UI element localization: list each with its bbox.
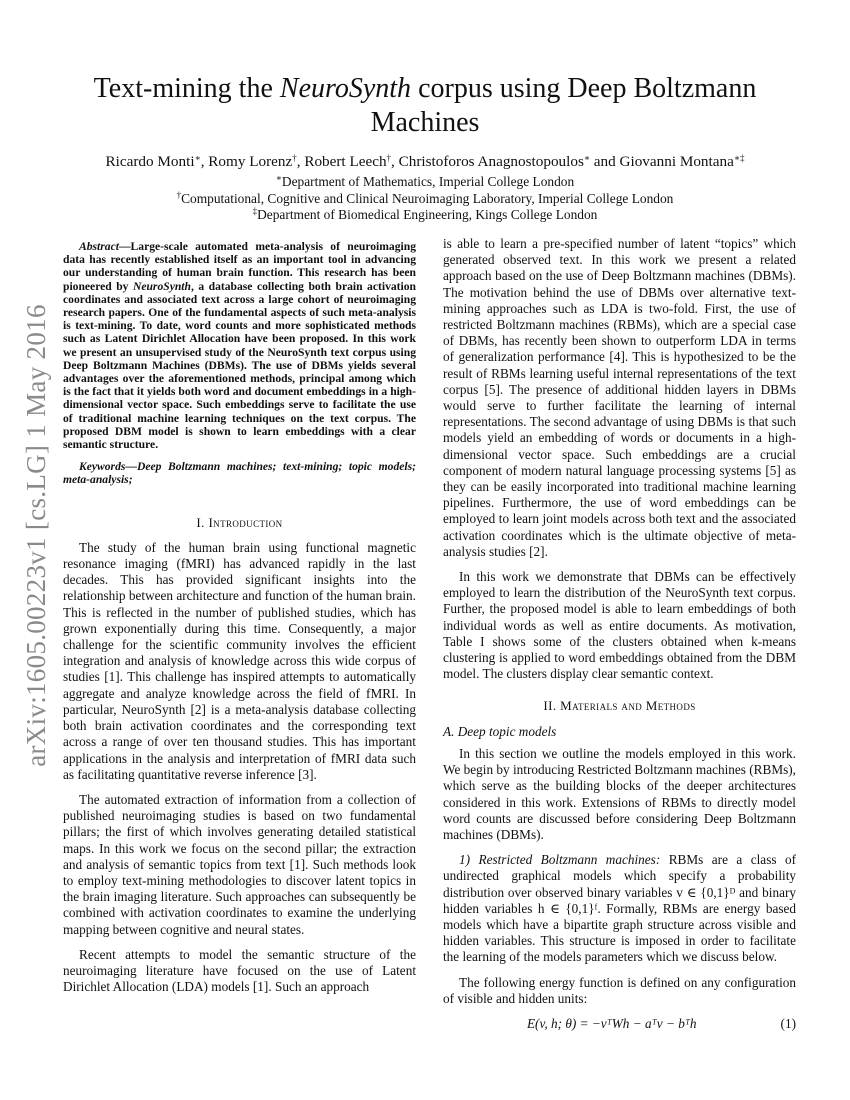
methods-paragraph-energy: The following energy function is defined on any configuration of visible and hidden units: [443,974,796,1006]
author-mark: † [292,153,297,163]
affiliation-biomed [60,207,790,223]
intro-paragraph-3: Recent attempts to model the semantic structure of the neuroimaging literature have focused on the use of Latent Dirichlet Allocation (LDA) models [1]. Such an approach [63,946,416,995]
affiliation-text: Department of Biomedical Engineering, Kings College London [257,207,598,222]
abstract-label: Abstract [79,240,119,253]
intro-paragraph-4: is able to learn a pre-specified number of latent “topics” which generated observed text. In this work we present a related approach based on the use of Deep Boltzmann machines (DBMs). The motivation behind the use of DBMs over alternative text-mining approaches such as LDA is two-fold. First, the use of restricted Boltzmann machines (RBMs), which are a special case of DBMs, has recently been shown to outperform LDA in terms of generalization performance [4]. This is hypothesized to be the result of RBMs learning useful internal representations of the text corpus [5]. The presence of additional hidden layers in DBMs would serve to further facilitate the learning of internal representations. The second advantage of using DBMs is that such models yield an embedding of words or documents in a high-dimensional vector space. Such embeddings are a crucial component of modern natural language processing systems [5] as they can be easily incorporated into traditional machine learning pipelines. Furthermore, the use of word embeddings can be employed to learn joint models across both text and the associated activation coordinates which is the ultimate objective of meta-analysis studies [2]. [443,236,796,559]
affiliation-neuroimaging [60,191,790,207]
title-prefix: Text-mining the [93,73,280,104]
author-name: Christoforos Anagnostopoulos [398,153,584,170]
right-column [443,236,796,1041]
paper-title [60,72,790,140]
author-mark: ∗ [583,153,590,163]
title-suffix: corpus using Deep Boltzmann Machines [370,73,757,138]
keywords-label: Keywords [79,460,126,474]
author-separator: , [296,153,305,170]
author-name: Robert Leech [304,153,387,170]
abstract [63,240,416,451]
author-list [60,153,790,171]
intro-paragraph-5: In this work we demonstrate that DBMs can be effectively employed to learn the distribution of the NeuroSynth text corpus. Further, the proposed model is able to learn embeddings of both individual words as well as entire documents. As motivation, Table I shows some of the clusters obtained when k-means clustering is applied to word embeddings obtained from the DBM model. The clusters display clear semantic context. [443,569,796,682]
intro-paragraph-1: The study of the human brain using functional magnetic resonance imaging (fMRI) has advanced rapidly in the last decades. This has provided significant insights into the relationship between architecture and function of the human brain. This is reflected in the number of published studies, which has grown exponentially during this time. Consequently, a major challenge for the scientific community involves the efficient integration and analysis of knowledge across this wide corpus of studies [1]. This challenge has inspired attempts to automatically aggregate and analyze knowledge across the field of fMRI. In particular, NeuroSynth [2] is a meta-analysis database collecting both brain activation coordinates and the corresponding text across a range of over ten thousand studies. This has important applications in the analysis and interpretation of fMRI data such as facilitating quantitative reverse inference [3]. [63,539,416,782]
author-name: Giovanni Montana [619,153,734,170]
equation-number: (1) [780,1015,796,1031]
section-heading-introduction: I. Introduction [196,514,283,530]
affiliation-text: Computational, Cognitive and Clinical Neuroimaging Laboratory, Imperial College London [181,191,674,206]
methods-paragraph-rbm [443,852,796,965]
author-separator: , [391,153,399,170]
subsection-heading-deep-topic-models: A. Deep topic models [443,723,557,739]
title-emphasis: NeuroSynth [279,73,412,104]
affiliation-mark: ‡ [252,206,258,216]
affiliation-mark: ∗ [275,173,282,183]
paragraph-heading-rbm: 1) Restricted Boltzmann machines: [459,852,661,868]
author-mark: ∗ [194,153,201,163]
author-mark: ∗‡ [733,153,745,163]
author-separator: and [589,153,620,170]
author-name: Ricardo Monti [105,153,195,170]
author-name: Romy Lorenz [208,153,293,170]
arxiv-sidebar-stamp [14,290,58,780]
author-separator: , [200,153,209,170]
abstract-emphasis: NeuroSynth [132,279,191,293]
intro-paragraph-2: The automated extraction of information from a collection of published neuroimaging studies is based on two fundamental pillars; the first of which involves generating detailed statistical maps. In this work we focus on the second pillar; the extraction and analysis of semantic topics from text [1]. Such methods look to employ text-mining methodologies to discover latent topics in the brain imaging literature. Such approaches can subsequently be combined with activation coordinates to examine the underlying mapping between cognitive and neural states. [63,791,416,937]
rbm-text: RBMs are a class of undirected graphical models which specify a probability distribution over observed binary variables v ∈ {0,1}ᴰ and binary hidden variables h ∈ {0,1}ᶠ. Formally, RBMs are energy based models which have a bipartite graph structure across visible and hidden variables. This structure is imposed in order to facilitate the learning of the models parameters which we discuss below. [443,852,796,965]
author-mark: † [386,153,392,163]
affiliation-mark: † [176,190,182,200]
section-heading-methods: II. Materials and Methods [543,698,696,714]
equation-1 [443,1016,796,1032]
keywords-text: —Deep Boltzmann machines; text-mining; topic models; meta-analysis; [63,460,416,487]
affiliation-text: Department of Mathematics, Imperial College London [281,174,575,189]
methods-paragraph-1: In this section we outline the models employed in this work. We begin by introducing Restricted Boltzmann machines (RBMs), which serve as the building blocks of the deeper architectures considered in this work. Extensions of RBMs to directly model word counts are discussed before considering Deep Boltzmann machines (DBMs). [443,745,796,842]
keywords [63,460,416,486]
arxiv-id: arXiv:1605.00223v1 [cs.LG] 1 May 2016 [20,303,51,767]
left-column [63,240,416,1004]
affiliation-math [60,174,790,190]
equation-expression: E(v, h; θ) = −vᵀWh − aᵀv − bᵀh [526,1015,697,1031]
abstract-text: —Large-scale automated meta-analysis of neuroimaging data has recently established itself as an important tool in advancing our understanding of human brain function. This research has been pioneered by [63,240,416,293]
abstract-text-continued: , a database collecting both brain activation coordinates and associated text across a large cohort of neuroimaging research papers. One of the fundamental aspects of such meta-analysis is text-mining. To date, word counts and more sophisticated methods such as Latent Dirichlet Allocation have been proposed. In this work we present an unsupervised study of the NeuroSynth text corpus using Deep Boltzmann Machines (DBMs). The use of DBMs yields several advantages over the aforementioned methods, principal among which is the fact that it yields both word and document embeddings in a high-dimensional vector space. Such embeddings serve to facilitate the use of traditional machine learning techniques on the text corpus. The proposed DBM model is shown to learn embeddings with a clear semantic structure. [63,279,416,452]
